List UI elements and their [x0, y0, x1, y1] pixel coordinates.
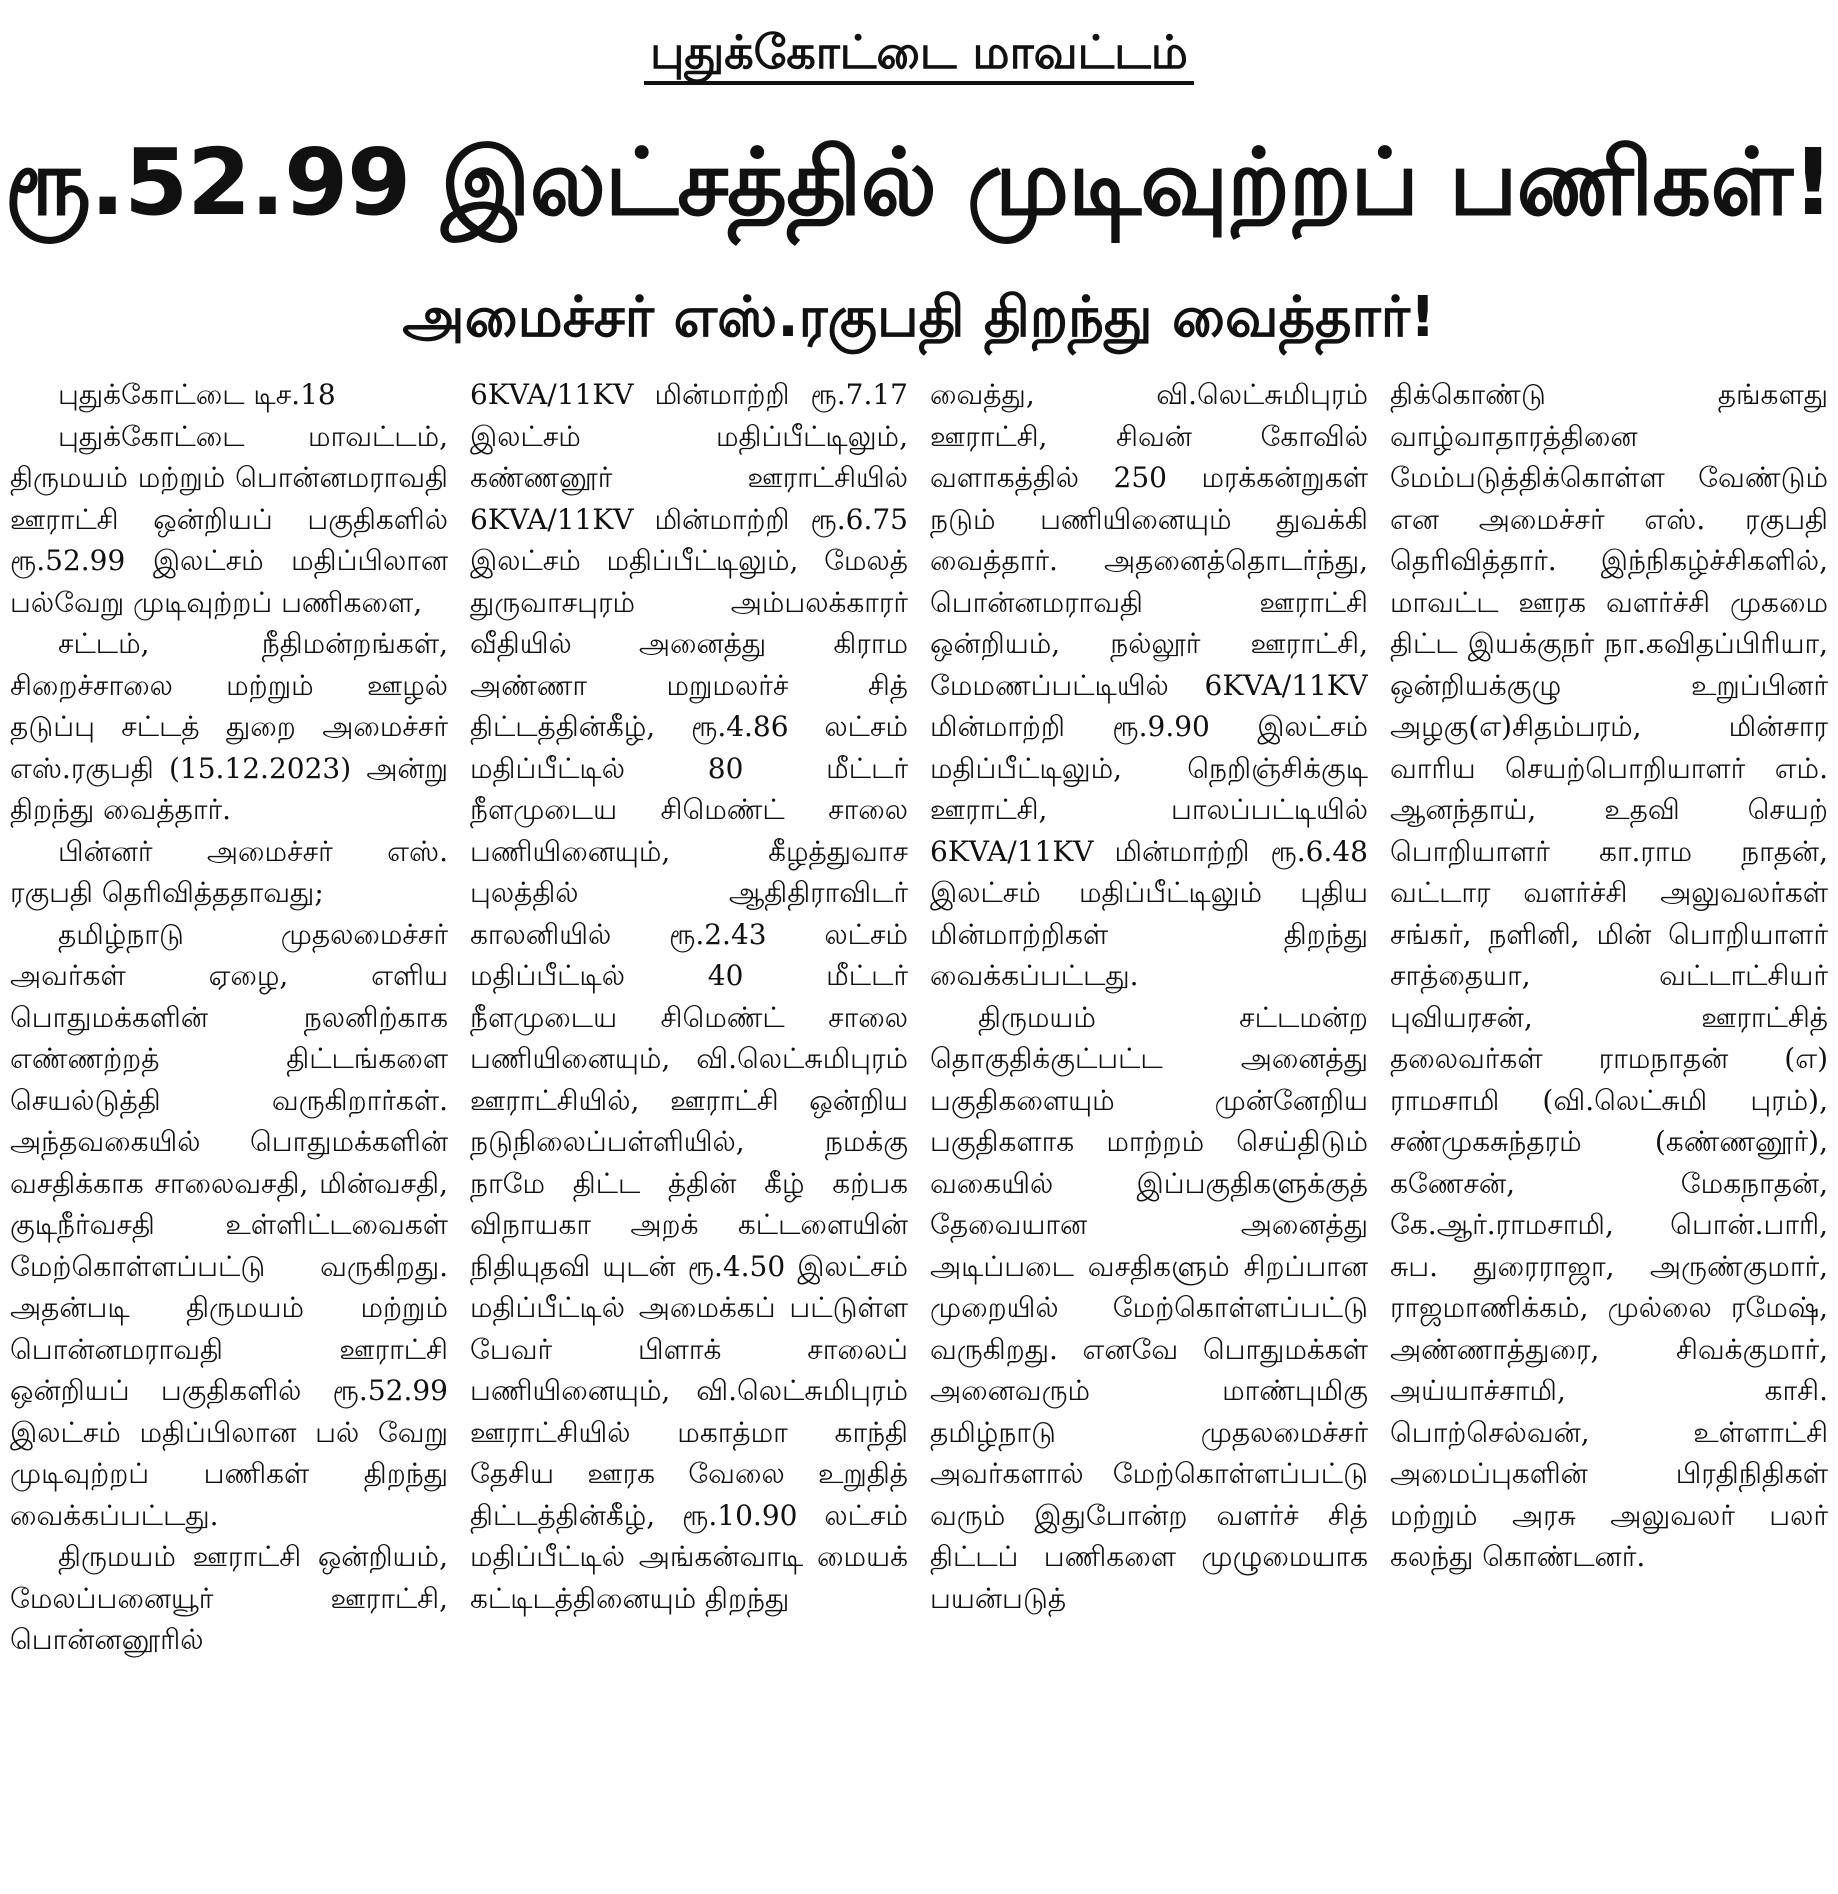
article-column-4: [1390, 374, 1828, 1880]
headline: ரூ.52.99 இலட்சத்தில் முடிவுற்றப் பணிகள்!: [4, 129, 1834, 236]
article-body: [10, 374, 1828, 1880]
paragraph: 6KVA/11KV மின்மாற்றி ரூ.7.17 இலட்சம் மதிப்பீட்டிலும், கண்ணனூர் ஊராட்சியில் 6KVA/11KV மின்மாற்றி ரூ.6.75 இலட்சம் மதிப்பீட்டிலும், மேலத் துருவாசபுரம் அம்பலக்காரர் வீதியில் அனைத்து கிராம அண்ணா மறுமலர்ச் சித் திட்டத்தின்கீழ், ரூ.4.86 லட்சம் மதிப்பீட்டில் 80 மீட்டர் நீளமுடைய சிமெண்ட் சாலை பணியினையும், கீழத்துவாச புலத்தில் ஆதிதிராவிடர் காலனியில் ரூ.2.43 லட்சம் மதிப்பீட்டில் 40 மீட்டர் நீளமுடைய சிமெண்ட் சாலை பணியினையும், வி.லெட்சுமிபுரம் ஊராட்சியில், ஊராட்சி ஒன்றிய நடுநிலைப்பள்ளியில், நமக்கு நாமே திட்ட த்தின் கீழ் கற்பக விநாயகா அறக் கட்டளையின் நிதியுதவி யுடன் ரூ.4.50 இலட்சம் மதிப்பீட்டில் அமைக்கப் பட்டுள்ள பேவர் பிளாக் சாலைப் பணியினையும், வி.லெட்சுமிபுரம் ஊராட்சியில் மகாத்மா காந்தி தேசிய ஊரக வேலை உறுதித் திட்டத்தின்கீழ், ரூ.10.90 லட்சம் மதிப்பீட்டில் அங்கன்வாடி மையக் கட்டிடத்தினையும் திறந்து: [470, 378, 908, 1615]
subheadline: அமைச்சர் எஸ்.ரகுபதி திறந்து வைத்தார்!: [402, 285, 1436, 350]
kicker-text: புதுக்கோட்டை மாவட்டம்: [644, 25, 1194, 85]
paragraph: சட்டம், நீதிமன்றங்கள், சிறைச்சாலை மற்றும் ஊழல் தடுப்பு சட்டத் துறை அமைச்சர் எஸ்.ரகுபதி (15.12.2023) அன்று திறந்து வைத்தார்.: [10, 627, 448, 826]
article-column-1: [10, 374, 448, 1880]
paragraph: திருமயம் ஊராட்சி ஒன்றியம், மேலப்பனையூர் ஊராட்சி, பொன்னனூரில்: [10, 1540, 448, 1656]
paragraph: புதுக்கோட்டை மாவட்டம், திருமயம் மற்றும் பொன்னமராவதி ஊராட்சி ஒன்றியப் பகுதிகளில் ரூ.52.99 இலட்சம் மதிப்பிலான பல்வேறு முடிவுற்றப் பணிகளை,: [10, 419, 448, 619]
article-column-3: [930, 374, 1368, 1880]
paragraph: பின்னர் அமைச்சர் எஸ். ரகுபதி தெரிவித்ததாவது;: [10, 834, 448, 909]
paragraph: திக்கொண்டு தங்களது வாழ்வாதாரத்தினை மேம்படுத்திக்கொள்ள வேண்டும் என அமைச்சர் எஸ். ரகுபதி தெரிவித்தார். இந்நிகழ்ச்சிகளில், மாவட்ட ஊரக வளர்ச்சி முகமை திட்ட இயக்குநர் நா.கவிதப்பிரியா, ஒன்றியக்குழு உறுப்பினர் அழகு(எ)சிதம்பரம், மின்சார வாரிய செயற்பொறியாளர் எம். ஆனந்தாய், உதவி செயற் பொறியாளர் கா.ராம நாதன், வட்டார வளர்ச்சி அலுவலர்கள் சங்கர், நளினி, மின் பொறியாளர் சாத்தையா, வட்டாட்சியர் புவியரசன், ஊராட்சித் தலைவர்கள் ராமநாதன் (எ) ராமசாமி (வி.லெட்சுமி புரம்), சண்முகசுந்தரம் (கண்ணனூர்), கணேசன், மேகநாதன், கே.ஆர்.ராமசாமி, பொன்.பாரி, சுப. துரைராஜா, அருண்குமார், ராஜமாணிக்கம், முல்லை ரமேஷ், அண்ணாத்துரை, சிவக்குமார், அய்யாச்சாமி, காசி. பொற்செல்வன், உள்ளாட்சி அமைப்புகளின் பிரதிநிதிகள் மற்றும் அரசு அலுவலர் பலர் கலந்து கொண்டனர்.: [1390, 378, 1828, 1573]
paragraph: தமிழ்நாடு முதலமைச்சர் அவர்கள் ஏழை, எளிய பொதுமக்களின் நலனிற்காக எண்ணற்றத் திட்டங்களை செயல்டுத்தி வருகிறார்கள். அந்தவகையில் பொதுமக்களின் வசதிக்காக சாலைவசதி, மின்வசதி, குடிநீர்வசதி உள்ளிட்டவைகள் மேற்கொள்ளப்பட்டு வருகிறது. அதன்படி திருமயம் மற்றும் பொன்னமராவதி ஊராட்சி ஒன்றியப் பகுதிகளில் ரூ.52.99 இலட்சம் மதிப்பிலான பல் வேறு முடிவுற்றப் பணிகள் திறந்து வைக்கப்பட்டது.: [10, 917, 448, 1532]
paragraph: திருமயம் சட்டமன்ற தொகுதிக்குட்பட்ட அனைத்து பகுதிகளையும் முன்னேறிய பகுதிகளாக மாற்றம் செய்திடும் வகையில் இப்பகுதிகளுக்குத் தேவையான அனைத்து அடிப்படை வசதிகளும் சிறப்பான முறையில் மேற்கொள்ளப்பட்டு வருகிறது. எனவே பொதுமக்கள் அனைவரும் மாண்புமிகு தமிழ்நாடு முதலமைச்சர் அவர்களால் மேற்கொள்ளப்பட்டு வரும் இதுபோன்ற வளர்ச் சித் திட்டப் பணிகளை முழுமையாக பயன்படுத்: [930, 1000, 1368, 1615]
section-kicker: [0, 22, 1838, 82]
paragraph: வைத்து, வி.லெட்சுமிபுரம் ஊராட்சி, சிவன் கோவில் வளாகத்தில் 250 மரக்கன்றுகள் நடும் பணியினையும் துவக்கி வைத்தார். அதனைத்தொடர்ந்து, பொன்னமராவதி ஊராட்சி ஒன்றியம், நல்லூர் ஊராட்சி, மேமணப்பட்டியில் 6KVA/11KV மின்மாற்றி ரூ.9.90 இலட்சம் மதிப்பீட்டிலும், நெறிஞ்சிக்குடி ஊராட்சி, பாலப்பட்டியில் 6KVA/11KV மின்மாற்றி ரூ.6.48 இலட்சம் மதிப்பீட்டிலும் புதிய மின்மாற்றிகள் திறந்து வைக்கப்பட்டது.: [930, 378, 1368, 992]
dateline: புதுக்கோட்டை டிச.18: [58, 378, 336, 411]
article-column-2: [470, 374, 908, 1880]
